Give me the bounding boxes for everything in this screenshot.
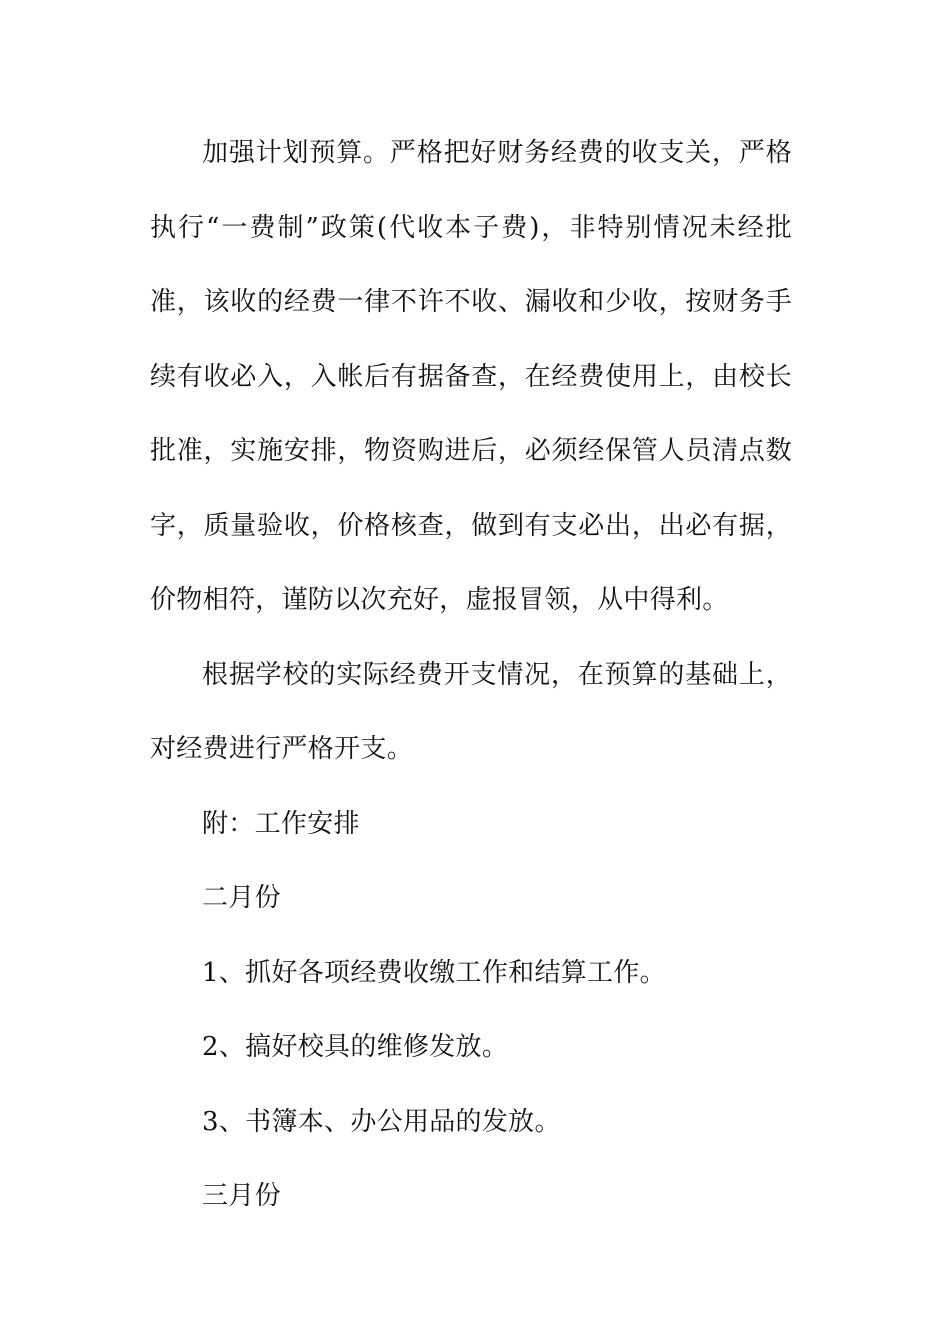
month-heading-march: 三月份 xyxy=(202,1181,281,1211)
document-body xyxy=(150,116,792,1234)
list-item: 3、书簿本、办公用品的发放。 xyxy=(202,1106,561,1137)
list-item: 1、抓好各项经费收缴工作和结算工作。 xyxy=(202,957,666,988)
month-heading-february: 二月份 xyxy=(202,883,281,913)
list-item: 2、搞好校具的维修发放。 xyxy=(202,1032,509,1062)
paragraph-expenditure: 根据学校的实际经费开支情况，在预算的基础上，对经费进行严格开支。 xyxy=(150,659,792,764)
paragraph-budget: 加强计划预算。严格把好财务经费的收支关，严格执行“一费制”政策(代收本子费)，非特别情况未经批准，该收的经费一律不许不收、漏收和少收，按财务手续有收必入，入帐后有据备查，在经费使用上，由校长批准，实施安排，物资购进后，必须经保管人员清点数字，质量验收，价格核查，做到有支必出，出必有据，价物相符，谨防以次充好，虚报冒领，从中得利。 xyxy=(150,138,792,615)
appendix-title: 附：工作安排 xyxy=(202,808,360,839)
